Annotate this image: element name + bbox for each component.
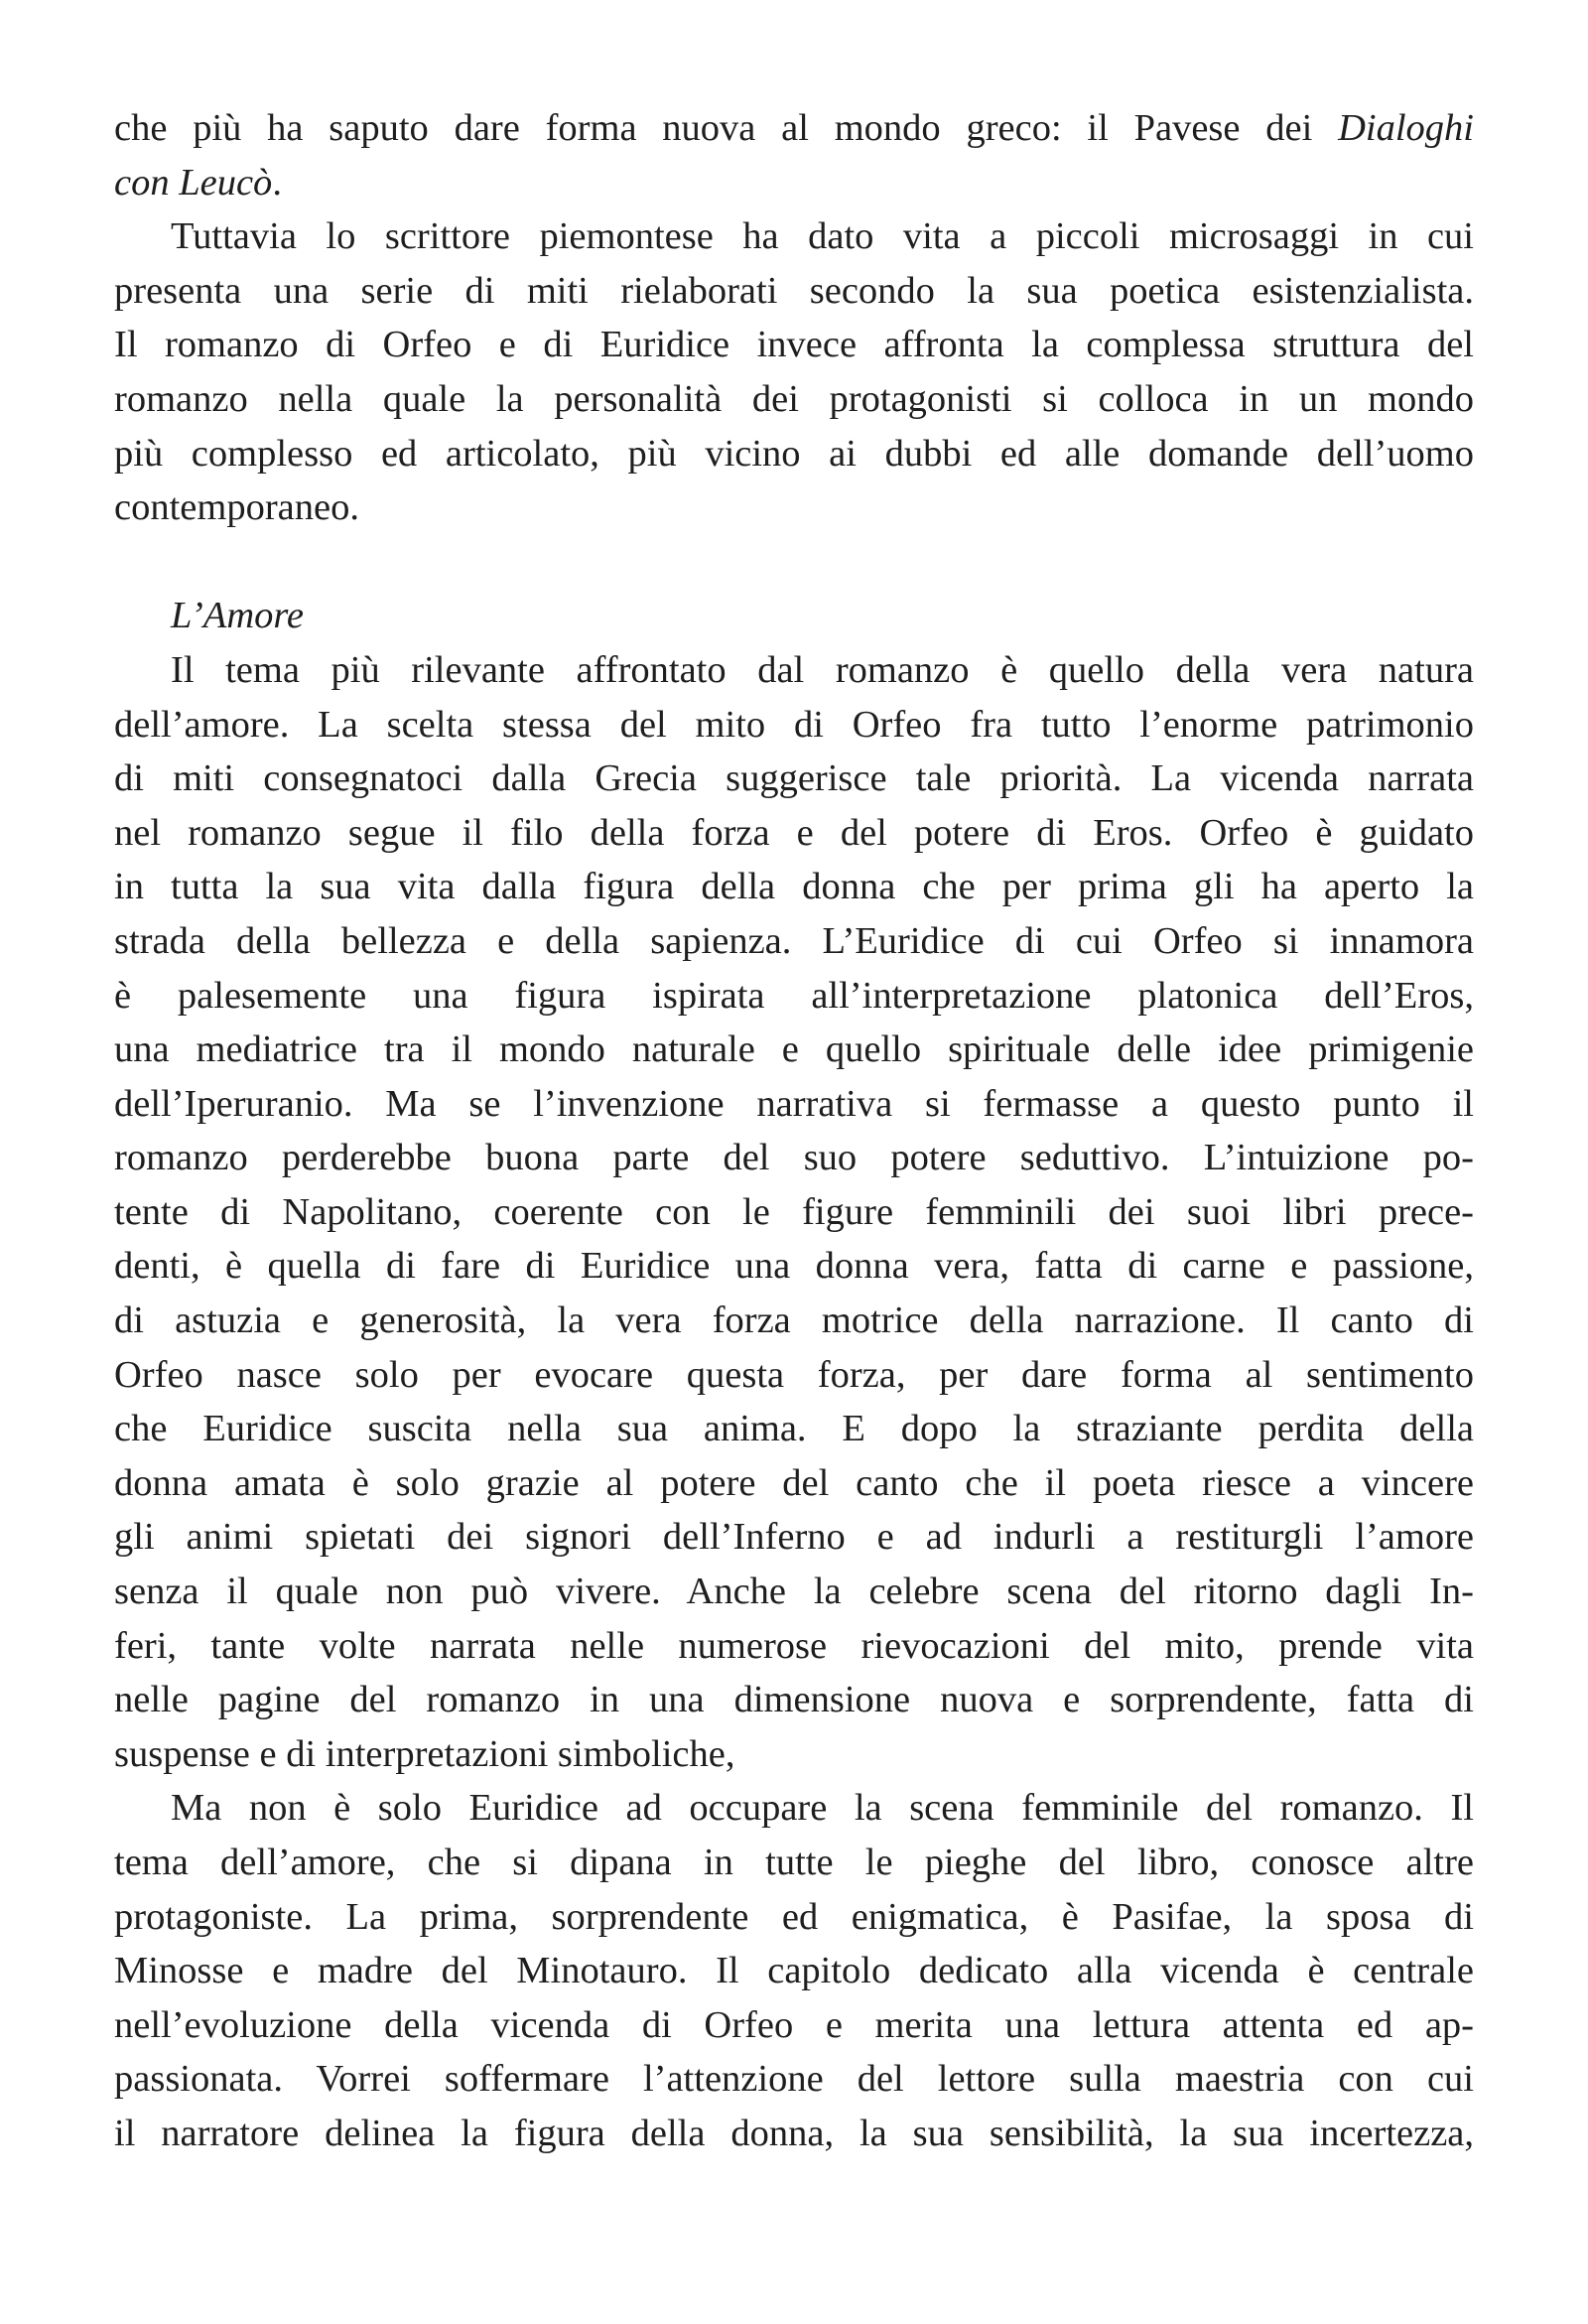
- paragraph: [114, 1781, 1474, 2160]
- paragraph-continuation: [114, 101, 1474, 209]
- paragraph: [114, 643, 1474, 1781]
- section-spacer: [114, 535, 1474, 590]
- text-line: dell’Iperuranio. Ma se l’invenzione narrativa si fermasse a questo punto il: [114, 1082, 1474, 1125]
- text-line: gli animi spietati dei signori dell’Inferno e ad indurli a restiturgli l’amore: [114, 1516, 1474, 1559]
- text-run: che più ha saputo dare forma nuova al mondo greco: il Pavese dei: [114, 107, 1339, 149]
- text-line: nelle pagine del romanzo in una dimensione nuova e sorprendente, fatta di: [114, 1679, 1474, 1721]
- book-title-italic: con Leucò: [114, 161, 273, 204]
- text-line: che Euridice suscita nella sua anima. E dopo la straziante perdita della: [114, 1408, 1474, 1450]
- text-line: in tutta la sua vita dalla figura della donna che per prima gli ha aperto la: [114, 866, 1474, 908]
- text-line: Ma non è solo Euridice ad occupare la scena femminile del romanzo. Il: [171, 1787, 1474, 1830]
- text-line: Orfeo nasce solo per evocare questa forza, per dare forma al sentimento: [114, 1353, 1474, 1396]
- text-line: suspense e di interpretazioni simboliche,: [114, 1732, 735, 1775]
- text-line: Il romanzo di Orfeo e di Euridice invece affronta la complessa struttura del: [114, 324, 1474, 366]
- text-line: feri, tante volte narrata nelle numerose rievocazioni del mito, prende vita: [114, 1624, 1474, 1667]
- text-line: nel romanzo segue il filo della forza e del potere di Eros. Orfeo è guidato: [114, 811, 1474, 854]
- text-line: presenta una serie di miti rielaborati secondo la sua poetica esistenzialista.: [114, 269, 1474, 312]
- text-line: protagoniste. La prima, sorprendente ed enigmatica, è Pasifae, la sposa di: [114, 1895, 1474, 1938]
- text-line: contemporaneo.: [114, 486, 359, 529]
- text-line: tente di Napolitano, coerente con le figure femminili dei suoi libri prece-: [114, 1190, 1474, 1233]
- text-line: di miti consegnatoci dalla Grecia suggerisce tale priorità. La vicenda narrata: [114, 757, 1474, 800]
- text-line: nell’evoluzione della vicenda di Orfeo e merita una lettura attenta ed ap-: [114, 2003, 1474, 2046]
- text-line: una mediatrice tra il mondo naturale e quello spirituale delle idee primigenie: [114, 1028, 1474, 1071]
- text-line: tema dell’amore, che si dipana in tutte le pieghe del libro, conosce altre: [114, 1842, 1474, 1883]
- text-line: [114, 156, 1474, 210]
- text-line: il narratore delinea la figura della donna, la sua sensibilità, la sua incertezza,: [114, 2112, 1474, 2154]
- document-page: [114, 101, 1474, 2161]
- heading-italic: L’Amore: [171, 595, 305, 637]
- paragraph: [114, 209, 1474, 535]
- section-heading-text: [114, 589, 1474, 643]
- text-line: passionata. Vorrei soffermare l’attenzione del lettore sulla maestria con cui: [114, 2058, 1474, 2101]
- text-line: strada della bellezza e della sapienza. L’Euridice di cui Orfeo si innamora: [114, 919, 1474, 962]
- text-line: Il tema più rilevante affrontato dal romanzo è quello della vera natura: [171, 648, 1474, 691]
- text-line: donna amata è solo grazie al potere del canto che il poeta riesce a vincere: [114, 1461, 1474, 1504]
- text-line: romanzo perderebbe buona parte del suo potere seduttivo. L’intuizione po-: [114, 1137, 1474, 1179]
- section-heading: [114, 589, 1474, 643]
- text-line: [114, 101, 1474, 156]
- text-line: Minosse e madre del Minotauro. Il capitolo dedicato alla vicenda è centrale: [114, 1950, 1474, 1992]
- book-title-italic: Dialoghi: [1338, 107, 1474, 149]
- text-line: romanzo nella quale la personalità dei protagonisti si colloca in un mondo: [114, 377, 1474, 420]
- text-line: dell’amore. La scelta stessa del mito di Orfeo fra tutto l’enorme patrimonio: [114, 703, 1474, 746]
- text-line: Tuttavia lo scrittore piemontese ha dato vita a piccoli microsaggi in cui: [171, 215, 1474, 258]
- text-run: .: [272, 161, 282, 204]
- text-line: denti, è quella di fare di Euridice una donna vera, fatta di carne e passione,: [114, 1245, 1474, 1288]
- text-line: di astuzia e generosità, la vera forza motrice della narrazione. Il canto di: [114, 1299, 1474, 1342]
- text-line: più complesso ed articolato, più vicino ai dubbi ed alle domande dell’uomo: [114, 432, 1474, 475]
- text-line: è palesemente una figura ispirata all’interpretazione platonica dell’Eros,: [114, 974, 1474, 1017]
- text-line: senza il quale non può vivere. Anche la celebre scena del ritorno dagli In-: [114, 1571, 1474, 1613]
